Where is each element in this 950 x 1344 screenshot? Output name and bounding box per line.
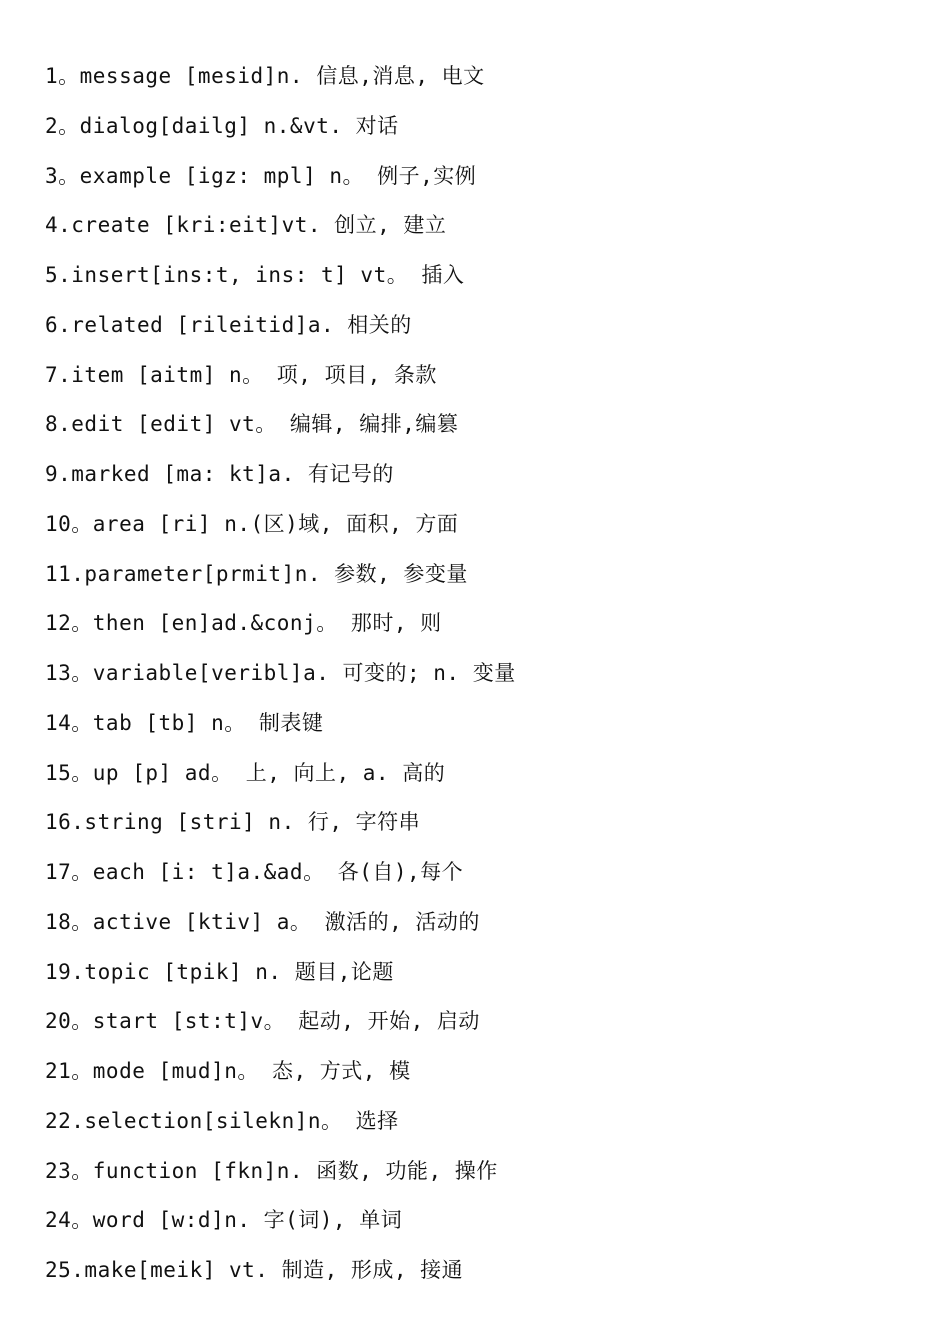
- vocab-entry: 9.marked [ma: kt]a. 有记号的: [45, 462, 394, 486]
- vocab-entry: 16.string [stri] n. 行, 字符串: [45, 810, 421, 835]
- vocab-entry: 20。start [st:t]v。 起动, 开始, 启动: [45, 1009, 480, 1034]
- vocab-entry: 22.selection[silekn]n。 选择: [45, 1108, 399, 1133]
- vocab-entry: 25.make[meik] vt. 制造, 形成, 接通: [45, 1258, 464, 1282]
- vocab-entry: 5.insert[ins:t, ins: t] vt。 插入: [45, 263, 465, 287]
- vocab-entry: 3。example [igz: mpl] n。 例子,实例: [45, 163, 477, 188]
- vocab-entry: 7.item [aitm] n。 项, 项目, 条款: [45, 362, 437, 387]
- vocab-entry: 15。up [p] ad。 上, 向上, a. 高的: [45, 760, 446, 785]
- vocab-entry: 19.topic [tpik] n. 题目,论题: [45, 959, 394, 984]
- vocab-entry: 11.parameter[prmit]n. 参数, 参变量: [45, 561, 468, 586]
- vocab-entry: 23。function [fkn]n. 函数, 功能, 操作: [45, 1158, 498, 1183]
- vocab-entry: 14。tab [tb] n。 制表键: [45, 710, 324, 735]
- vocab-entry: 17。each [i: t]a.&ad。 各(自),每个: [45, 860, 464, 884]
- vocabulary-list: [45, 56, 516, 1300]
- vocab-entry: 21。mode [mud]n。 态, 方式, 模: [45, 1059, 411, 1083]
- vocab-entry: 6.related [rileitid]a. 相关的: [45, 312, 412, 337]
- vocab-entry: 12。then [en]ad.&conj。 那时, 则: [45, 611, 442, 636]
- vocab-entry: 13。variable[veribl]a. 可变的; n. 变量: [45, 661, 516, 685]
- vocab-entry: 4.create [kri:eit]vt. 创立, 建立: [45, 213, 447, 238]
- vocab-entry: 8.edit [edit] vt。 编辑, 编排,编篡: [45, 412, 459, 437]
- vocab-entry: 24。word [w:d]n. 字(词), 单词: [45, 1208, 403, 1233]
- vocab-entry: 1。message [mesid]n. 信息,消息, 电文: [45, 64, 485, 88]
- vocab-entry: 18。active [ktiv] a。 激活的, 活动的: [45, 909, 480, 934]
- vocab-entry: 2。dialog[dailg] n.&vt. 对话: [45, 113, 399, 138]
- vocab-entry: 10。area [ri] n.(区)域, 面积, 方面: [45, 511, 459, 536]
